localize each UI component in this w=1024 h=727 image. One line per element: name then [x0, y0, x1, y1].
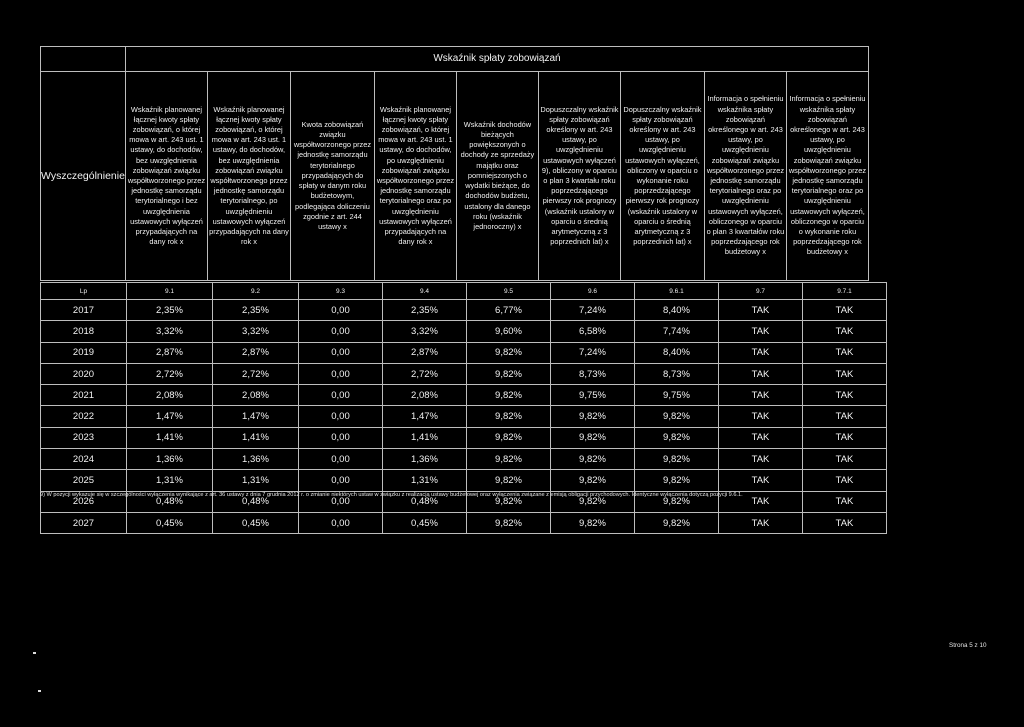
- table-row: [41, 406, 887, 427]
- column-header-9-3: Kwota zobowiązań związku współtworzonego przez jednostkę samorządu terytorialnego przypadających do spłaty w danym roku budżetowym, podlegająca doliczeniu zgodnie z art. 244 ustawy x: [290, 72, 374, 281]
- value-cell: 9,82%: [467, 491, 551, 512]
- value-cell: 1,36%: [383, 449, 467, 470]
- value-cell: TAK: [719, 385, 803, 406]
- value-cell: 9,82%: [551, 427, 635, 448]
- speck-mark: [38, 690, 41, 692]
- value-cell: 2,35%: [383, 300, 467, 321]
- column-header-9-1: Wskaźnik planowanej łącznej kwoty spłaty zobowiązań, o której mowa w art. 243 ust. 1 ustawy, do dochodów, bez uwzględnienia zobowiązań związku współtworzonego przez jednostkę samorządu terytorialnego i bez uwzględnienia ustawowych wyłączeń przypadających na dany rok x: [125, 72, 207, 281]
- value-cell: 1,41%: [383, 427, 467, 448]
- year-cell: 2027: [41, 512, 127, 533]
- value-cell: 0,00: [299, 321, 383, 342]
- value-cell: 9,82%: [467, 385, 551, 406]
- value-cell: 9,82%: [467, 406, 551, 427]
- table-row: [41, 470, 887, 491]
- value-cell: TAK: [803, 427, 887, 448]
- position-code: 9.6.1: [635, 283, 719, 300]
- position-code: 9.7.1: [803, 283, 887, 300]
- value-cell: 1,31%: [127, 470, 213, 491]
- value-cell: 3,32%: [383, 321, 467, 342]
- value-cell: 9,75%: [551, 385, 635, 406]
- value-cell: TAK: [803, 449, 887, 470]
- value-cell: 2,72%: [383, 363, 467, 384]
- value-cell: TAK: [719, 342, 803, 363]
- value-cell: TAK: [803, 321, 887, 342]
- value-cell: 0,00: [299, 342, 383, 363]
- year-cell: 2026: [41, 491, 127, 512]
- header-corner: [41, 47, 126, 72]
- value-cell: 9,82%: [551, 406, 635, 427]
- value-cell: 0,00: [299, 470, 383, 491]
- year-cell: 2019: [41, 342, 127, 363]
- value-cell: 2,87%: [127, 342, 213, 363]
- value-cell: TAK: [803, 470, 887, 491]
- value-cell: TAK: [803, 491, 887, 512]
- value-cell: 6,58%: [551, 321, 635, 342]
- value-cell: 9,82%: [467, 470, 551, 491]
- value-cell: 1,47%: [127, 406, 213, 427]
- value-cell: 7,74%: [635, 321, 719, 342]
- value-cell: 9,82%: [551, 491, 635, 512]
- value-cell: TAK: [803, 342, 887, 363]
- table-row: [41, 385, 887, 406]
- value-cell: 0,00: [299, 363, 383, 384]
- value-cell: 7,24%: [551, 342, 635, 363]
- position-code: 9.3: [299, 283, 383, 300]
- value-cell: 1,47%: [213, 406, 299, 427]
- position-code: 9.1: [127, 283, 213, 300]
- value-cell: 6,77%: [467, 300, 551, 321]
- value-cell: 9,82%: [635, 512, 719, 533]
- value-cell: 0,45%: [127, 512, 213, 533]
- value-cell: 0,45%: [213, 512, 299, 533]
- value-cell: 0,48%: [383, 491, 467, 512]
- position-code: 9.6: [551, 283, 635, 300]
- year-cell: 2025: [41, 470, 127, 491]
- column-header-9-6-1: Dopuszczalny wskaźnik spłaty zobowiązań określony w art. 243 ustawy, po uwzględnieniu ustawowych wyłączeń, obliczony w oparciu o wykonanie roku poprzedzającego pierwszy rok prognozy (wskaźnik ustalony w oparciu o średnią arytmetyczną z 3 poprzednich lat) x: [620, 72, 704, 281]
- value-cell: 3,32%: [213, 321, 299, 342]
- year-cell: 2020: [41, 363, 127, 384]
- year-cell: 2018: [41, 321, 127, 342]
- year-cell: 2023: [41, 427, 127, 448]
- value-cell: TAK: [803, 406, 887, 427]
- header-table: [40, 46, 869, 281]
- value-cell: 2,72%: [127, 363, 213, 384]
- value-cell: 9,82%: [551, 470, 635, 491]
- position-code: 9.5: [467, 283, 551, 300]
- column-header-9-5: Wskaźnik dochodów bieżących powiększonych o dochody ze sprzedaży majątku oraz pomniejszonych o wydatki bieżące, do dochodów budżetu, ustalony dla danego roku (wskaźnik jednoroczny) x: [456, 72, 538, 281]
- value-cell: 0,00: [299, 512, 383, 533]
- value-cell: 8,40%: [635, 300, 719, 321]
- year-cell: 2017: [41, 300, 127, 321]
- value-cell: 0,00: [299, 300, 383, 321]
- value-cell: 2,08%: [213, 385, 299, 406]
- value-cell: TAK: [719, 512, 803, 533]
- value-cell: 2,87%: [213, 342, 299, 363]
- footnote: 9) W pozycji wykazuje się w szczególności wyłączenia wynikające z art. 36 ustawy z dnia 7 grudnia 2012 r. o zmianie niektórych ustaw w związku z realizacją ustawy budżetowej oraz wyłączenia związane z emisją obligacji przychodowych. Identyczne wyłączenia dotyczą pozycji 9.6.1.: [40, 492, 743, 498]
- value-cell: 9,82%: [467, 449, 551, 470]
- speck-mark: [33, 652, 36, 654]
- value-cell: 0,00: [299, 385, 383, 406]
- value-cell: TAK: [803, 512, 887, 533]
- lp-row: [41, 283, 887, 300]
- value-cell: 9,82%: [635, 406, 719, 427]
- column-header-9-4: Wskaźnik planowanej łącznej kwoty spłaty zobowiązań, o której mowa w art. 243 ust. 1 ustawy, do dochodów, po uwzględnieniu zobowiązań związku współtworzonego przez jednostkę samorządu terytorialnego oraz po uwzględnieniu ustawowych wyłączeń przypadających na dany rok x: [374, 72, 456, 281]
- value-cell: 9,82%: [551, 449, 635, 470]
- value-cell: 9,82%: [551, 512, 635, 533]
- value-cell: TAK: [803, 300, 887, 321]
- table-row: [41, 342, 887, 363]
- table-row: [41, 427, 887, 448]
- value-cell: TAK: [719, 300, 803, 321]
- year-cell: 2024: [41, 449, 127, 470]
- table-row: [41, 449, 887, 470]
- value-cell: TAK: [719, 427, 803, 448]
- value-cell: TAK: [719, 470, 803, 491]
- value-cell: 2,35%: [213, 300, 299, 321]
- value-cell: 9,82%: [635, 427, 719, 448]
- value-cell: 9,75%: [635, 385, 719, 406]
- value-cell: 2,08%: [383, 385, 467, 406]
- value-cell: 9,82%: [467, 512, 551, 533]
- value-cell: 0,48%: [127, 491, 213, 512]
- column-header-9-6: Dopuszczalny wskaźnik spłaty zobowiązań określony w art. 243 ustawy, po uwzględnieniu ustawowych wyłączeń 9), obliczony w oparciu o plan 3 kwartału roku poprzedzającego pierwszy rok prognozy (wskaźnik ustalony w oparciu o średnią arytmetyczną z 3 poprzednich lat) x: [538, 72, 620, 281]
- table-row: [41, 321, 887, 342]
- table-row: [41, 512, 887, 533]
- value-cell: 2,72%: [213, 363, 299, 384]
- table-row: [41, 300, 887, 321]
- lp-label: Lp: [41, 283, 127, 300]
- value-cell: 1,36%: [213, 449, 299, 470]
- value-cell: 9,82%: [467, 342, 551, 363]
- value-cell: TAK: [719, 363, 803, 384]
- value-cell: 1,41%: [213, 427, 299, 448]
- value-cell: 9,82%: [635, 470, 719, 491]
- page-number: Strona 5 z 10: [949, 642, 987, 649]
- value-cell: 9,82%: [635, 491, 719, 512]
- year-cell: 2021: [41, 385, 127, 406]
- value-cell: TAK: [803, 363, 887, 384]
- value-cell: 9,82%: [467, 427, 551, 448]
- value-cell: TAK: [719, 449, 803, 470]
- position-code: 9.2: [213, 283, 299, 300]
- value-cell: 1,31%: [213, 470, 299, 491]
- value-cell: 0,00: [299, 427, 383, 448]
- column-header-9-2: Wskaźnik planowanej łącznej kwoty spłaty zobowiązań, o której mowa w art. 243 ust. 1 ustawy, do dochodów, bez uwzględnienia zobowiązań związku współtworzonego przez jednostkę samorządu terytorialnego, po uwzględnieniu ustawowych wyłączeń przypadających na dany rok x: [207, 72, 290, 281]
- value-cell: 0,00: [299, 449, 383, 470]
- value-cell: 1,36%: [127, 449, 213, 470]
- value-cell: 0,00: [299, 406, 383, 427]
- value-cell: 1,47%: [383, 406, 467, 427]
- value-cell: 0,48%: [213, 491, 299, 512]
- value-cell: 2,87%: [383, 342, 467, 363]
- position-code: 9.4: [383, 283, 467, 300]
- value-cell: 9,82%: [467, 363, 551, 384]
- row-label-header: Wyszczególnienie: [41, 72, 126, 281]
- value-cell: 2,35%: [127, 300, 213, 321]
- value-cell: 0,00: [299, 491, 383, 512]
- value-cell: 2,08%: [127, 385, 213, 406]
- value-cell: 8,73%: [551, 363, 635, 384]
- year-cell: 2022: [41, 406, 127, 427]
- value-cell: 0,45%: [383, 512, 467, 533]
- value-cell: TAK: [719, 406, 803, 427]
- value-cell: TAK: [803, 385, 887, 406]
- table-row: [41, 363, 887, 384]
- value-cell: 8,40%: [635, 342, 719, 363]
- column-header-9-7-1: Informacja o spełnieniu wskaźnika spłaty zobowiązań określonego w art. 243 ustawy, po uwzględnieniu zobowiązań związku współtworzonego przez jednostkę samorządu terytorialnego oraz po uwzględnieniu ustawowych wyłączeń, obliczonego w oparciu o wykonanie roku poprzedzającego rok budżetowy x: [786, 72, 868, 281]
- value-cell: 1,41%: [127, 427, 213, 448]
- value-cell: TAK: [719, 491, 803, 512]
- value-cell: 9,82%: [635, 449, 719, 470]
- value-cell: 9,60%: [467, 321, 551, 342]
- value-cell: 1,31%: [383, 470, 467, 491]
- value-cell: TAK: [719, 321, 803, 342]
- value-cell: 8,73%: [635, 363, 719, 384]
- indicator-title: Wskaźnik spłaty zobowiązań: [125, 47, 868, 72]
- value-cell: 3,32%: [127, 321, 213, 342]
- column-header-9-7: Informacja o spełnieniu wskaźnika spłaty zobowiązań określonego w art. 243 ustawy, po uwzględnieniu zobowiązań związku współtworzonego przez jednostkę samorządu terytorialnego oraz po uwzględnieniu ustawowych wyłączeń, obliczonego w oparciu o plan 3 kwartałów roku poprzedzającego rok budżetowy x: [704, 72, 786, 281]
- value-cell: 7,24%: [551, 300, 635, 321]
- position-code: 9.7: [719, 283, 803, 300]
